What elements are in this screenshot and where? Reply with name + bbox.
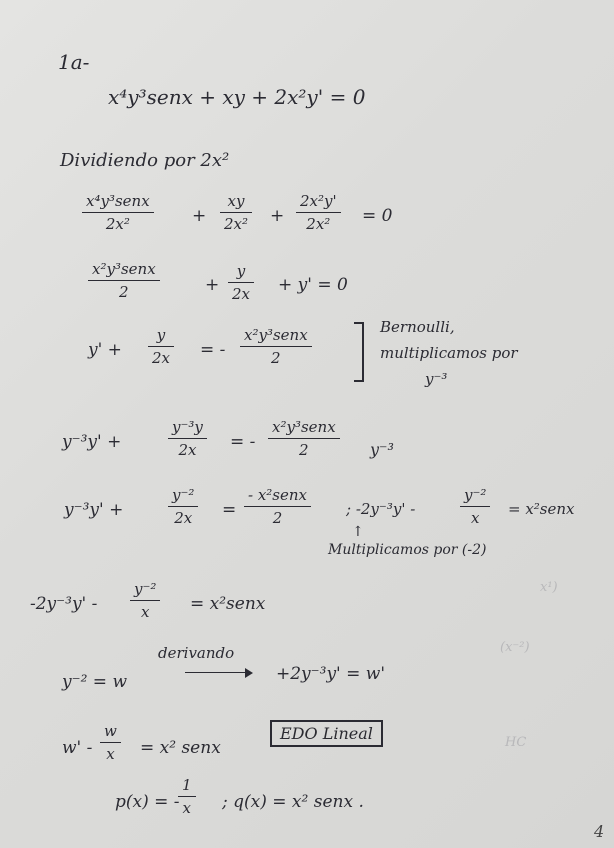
step2-tail: + y' = 0: [278, 275, 348, 295]
fraction: [82, 192, 154, 233]
fraction: [296, 192, 341, 233]
up-arrow: ↑: [352, 524, 364, 540]
step5-lhs: y⁻³y' +: [64, 500, 124, 520]
derivative-result: +2y⁻³y' = w': [276, 664, 386, 684]
numerator: x²y³senx: [244, 326, 308, 344]
step4-eq: = -: [230, 432, 256, 452]
bleed-through: (x⁻²): [500, 640, 530, 655]
numerator: x²y³senx: [92, 260, 156, 278]
step4-lhs: y⁻³y' +: [62, 432, 122, 452]
numerator: w: [104, 722, 117, 740]
plus-sign: +: [205, 275, 220, 295]
right-arrow-icon: [185, 672, 251, 673]
fraction: [244, 486, 311, 527]
denominator: x: [182, 799, 191, 817]
multiply-minus-two-note: Multiplicamos por (-2): [328, 542, 487, 558]
multiply-note: multiplicamos por: [380, 344, 518, 362]
denominator: 2x: [152, 349, 171, 367]
numerator: x²y³senx: [272, 418, 336, 436]
numerator: y: [236, 262, 246, 280]
p-of-x: p(x) = -: [115, 792, 180, 812]
fraction: [100, 722, 121, 763]
denominator: 2x²: [224, 215, 249, 233]
bleed-through: HC: [505, 735, 527, 750]
denominator: x: [106, 745, 115, 763]
denominator: 2: [271, 349, 281, 367]
main-equation: x⁴y³senx + xy + 2x²y' = 0: [108, 85, 366, 109]
numerator: y⁻²: [464, 486, 487, 504]
numerator: y⁻²: [172, 486, 195, 504]
fraction: [240, 326, 312, 367]
numerator: y⁻²: [134, 580, 157, 598]
fraction: [268, 418, 340, 459]
fraction: [228, 262, 254, 303]
denominator: 2x: [232, 285, 251, 303]
fraction: [88, 260, 160, 301]
denominator: 2: [299, 441, 309, 459]
denominator: 2: [272, 509, 283, 527]
denominator: 2x²: [306, 215, 331, 233]
step3-eq: = -: [200, 340, 226, 360]
numerator: y: [156, 326, 166, 344]
step6-rhs: = x²senx: [190, 594, 266, 614]
equals-zero: = 0: [362, 206, 393, 226]
denominator: 2x²: [105, 215, 130, 233]
denominator: x: [470, 509, 480, 527]
exercise-header: 1a-: [58, 50, 90, 74]
numerator: xy: [227, 192, 245, 210]
numerator: 1: [182, 776, 192, 794]
page-number: 4: [594, 822, 605, 841]
fraction: [130, 580, 160, 621]
bracket: [354, 322, 364, 382]
dividing-note: Dividiendo por 2x²: [60, 150, 230, 171]
fraction: [168, 418, 207, 459]
denominator: x: [140, 603, 150, 621]
step3-lhs: y' +: [88, 340, 122, 360]
substitution: y⁻² = w: [62, 672, 127, 692]
derivando-label: derivando: [158, 644, 235, 662]
q-of-x: ; q(x) = x² senx .: [222, 792, 364, 812]
step5-separator: ; -2y⁻³y' -: [346, 500, 416, 518]
fraction: [178, 776, 196, 817]
plus-sign: +: [192, 206, 207, 226]
numerator: y⁻³y: [172, 418, 203, 436]
numerator: x⁴y³senx: [86, 192, 150, 210]
fraction: [168, 486, 198, 527]
denominator: 2x: [178, 441, 197, 459]
fraction: [460, 486, 490, 527]
numerator: 2x²y': [300, 192, 337, 210]
step8-lhs: w' -: [62, 738, 93, 758]
bernoulli-note: Bernoulli,: [380, 318, 455, 336]
bleed-through: x¹): [540, 580, 558, 595]
denominator: 2x: [174, 509, 193, 527]
numerator: - x²senx: [248, 486, 308, 504]
multiply-factor: y⁻³: [425, 370, 448, 388]
plus-sign: +: [270, 206, 285, 226]
step8-rhs: = x² senx: [140, 738, 221, 758]
step4-tail: y⁻³: [370, 440, 394, 459]
step5-eq: =: [222, 500, 237, 520]
denominator: 2: [119, 283, 129, 301]
linear-ode-box: EDO Lineal: [270, 720, 383, 747]
fraction: [148, 326, 174, 367]
step6-lhs: -2y⁻³y' -: [30, 594, 98, 614]
fraction: [220, 192, 252, 233]
step5-rhs: = x²senx: [508, 500, 575, 518]
